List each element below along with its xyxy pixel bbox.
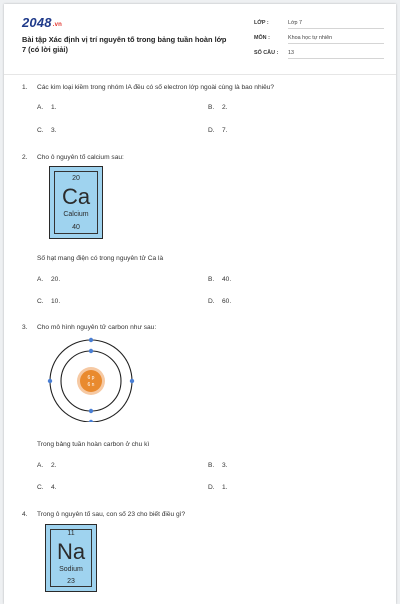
q3-option-b[interactable] [208, 462, 228, 469]
question-number: 1. [22, 84, 28, 91]
neutron-count: 6 n [87, 382, 95, 388]
electron-dot [130, 379, 134, 383]
proton-count: 6 p [87, 375, 95, 381]
electron-dot [89, 349, 93, 353]
option-text: 10. [51, 298, 61, 305]
q2-option-d[interactable] [208, 298, 231, 305]
electron-dot [89, 409, 93, 413]
logo-suffix: .vn [52, 22, 63, 28]
option-label: C. [37, 127, 44, 134]
option-label: A. [37, 104, 44, 111]
q1-option-b[interactable] [208, 104, 228, 111]
meta-count-key: SỐ CÂU : [254, 50, 279, 56]
question-number: 4. [22, 511, 28, 518]
option-text: 1. [51, 104, 57, 111]
option-text: 60. [222, 298, 232, 305]
element-symbol: Na [56, 539, 86, 564]
meta-subject-value: Khoa học tự nhiên [288, 35, 384, 44]
atomic-number: 20 [72, 175, 80, 182]
option-text: 2. [222, 104, 228, 111]
document-header [4, 4, 396, 70]
question-text: Các kim loại kiềm trong nhóm IA đều có số electron lớp ngoài cùng là bao nhiêu? [37, 84, 275, 91]
meta-subject-key: MÔN : [254, 35, 270, 41]
option-text: 3. [51, 127, 57, 134]
q3-option-c[interactable] [37, 484, 57, 491]
question-number: 3. [22, 324, 28, 331]
q2-option-a[interactable] [37, 276, 60, 283]
meta-count-value: 13 [288, 50, 384, 59]
option-text: 3. [222, 462, 228, 469]
q1-option-a[interactable] [37, 104, 57, 111]
option-label: D. [208, 298, 215, 305]
logo-text: 2048 [22, 15, 52, 30]
option-label: A. [37, 276, 44, 283]
electron-dot [89, 420, 93, 422]
option-label: B. [208, 462, 215, 469]
question-text: Trong ô nguyên tố sau, con số 23 cho biết điều gì? [37, 511, 186, 518]
q2-option-b[interactable] [208, 276, 231, 283]
option-label: A. [37, 462, 44, 469]
option-label: C. [37, 298, 44, 305]
document-page [4, 4, 396, 604]
atomic-number: 11 [67, 530, 75, 537]
q1-option-d[interactable] [208, 127, 228, 134]
option-text: 40. [222, 276, 232, 283]
option-label: C. [37, 484, 44, 491]
option-label: B. [208, 276, 215, 283]
question-2-stem: Số hạt mang điện có trong nguyên tử Ca là [37, 255, 164, 262]
option-text: 7. [222, 127, 228, 134]
atomic-mass: 23 [67, 578, 75, 585]
option-label: D. [208, 127, 215, 134]
option-label: D. [208, 484, 215, 491]
electron-dot [89, 338, 93, 342]
element-name: Calcium [63, 211, 89, 218]
site-logo[interactable] [22, 15, 62, 30]
element-tile-calcium [49, 166, 103, 239]
option-text: 4. [51, 484, 57, 491]
option-text: 1. [222, 484, 228, 491]
carbon-atom-model [42, 336, 142, 422]
header-divider [4, 74, 396, 75]
element-name: Sodium [59, 566, 83, 573]
question-3-stem: Trong bảng tuần hoàn carbon ở chu kì [37, 441, 150, 448]
question-number: 2. [22, 154, 28, 161]
element-symbol: Ca [61, 184, 91, 209]
q2-option-c[interactable] [37, 298, 60, 305]
nucleus [80, 370, 102, 392]
q3-option-a[interactable] [37, 462, 57, 469]
question-text: Cho ô nguyên tố calcium sau: [37, 154, 124, 161]
question-text: Cho mô hình nguyên tử carbon như sau: [37, 324, 157, 331]
q1-option-c[interactable] [37, 127, 57, 134]
meta-class-key: LỚP : [254, 20, 269, 26]
electron-dot [48, 379, 52, 383]
atomic-mass: 40 [72, 224, 80, 231]
q3-option-d[interactable] [208, 484, 228, 491]
option-text: 20. [51, 276, 61, 283]
document-title: Bài tập Xác định vị trí nguyên tố trong bảng tuần hoàn lớp 7 (có lời giải) [22, 35, 227, 54]
option-text: 2. [51, 462, 57, 469]
option-label: B. [208, 104, 215, 111]
meta-class-value: Lớp 7 [288, 20, 384, 29]
element-tile-sodium [45, 524, 97, 592]
